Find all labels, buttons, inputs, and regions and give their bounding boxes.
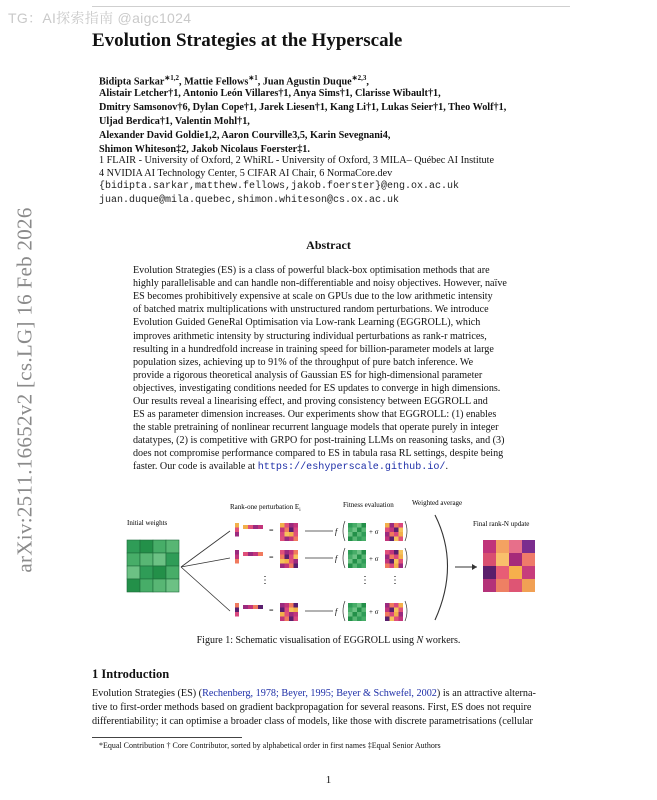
weight-copy-cell: [348, 555, 353, 560]
abstract-line: the stable pretraining of nonlinear recurrent language models that operate purely in integer: [133, 422, 499, 434]
weight-cell: [166, 579, 179, 592]
final-update-cell: [496, 553, 509, 566]
email-line: juan.duque@mila.quebec,shimon.whiteson@cs.ox.ac.uk: [99, 195, 400, 206]
author-name: Bidipta Sarkar: [99, 76, 165, 88]
perturbation-cell: [390, 532, 395, 537]
vector-cell: [243, 605, 248, 609]
abstract-heading: Abstract: [306, 238, 351, 252]
perturbation-cell: [280, 555, 285, 560]
abstract-line: Evolution Strategies (ES) is a class of powerful black-box optimisation methods that are: [133, 265, 490, 276]
weight-copy-cell: [348, 603, 353, 608]
weight-cell: [166, 540, 179, 553]
abstract-line: resulting in a hundredfold increase in training speed for billion-parameter models at large: [133, 343, 494, 355]
perturbation-cell: [385, 537, 390, 542]
label-final-update: Final rank-N update: [473, 520, 530, 528]
perturbation-cell: [394, 608, 399, 613]
final-update-cell: [522, 553, 535, 566]
perturbation-cell: [294, 528, 299, 533]
perturbation-cell: [399, 608, 404, 613]
label-weighted-average: Weighted average: [412, 499, 463, 507]
abstract-line: of batched matrix multiplications with unstructured random perturbations. We introduce: [133, 304, 489, 316]
final-update-cell: [522, 566, 535, 579]
vector-cell: [235, 603, 239, 608]
perturbation-cell: [280, 537, 285, 542]
perturbation-cell: [385, 559, 390, 564]
label-rank-one-text: Rank-one perturbation E: [230, 503, 300, 511]
weight-copy-cell: [357, 532, 362, 537]
equals-sign: =: [269, 553, 274, 562]
perturbation-cell: [294, 612, 299, 617]
vector-cell: [248, 525, 253, 529]
initial-weights-grid: [127, 540, 179, 592]
plus-sigma: + σ: [369, 528, 379, 536]
perturbation-cell: [390, 523, 395, 528]
author-name: ,: [366, 76, 369, 88]
perturbation-cell: [280, 608, 285, 613]
final-update-cell: [483, 553, 496, 566]
weight-copy-cell: [353, 523, 358, 528]
intro-line: differentiability; it can optimise a broader class of models, like those with discrete parametrisations (cellular: [92, 716, 533, 727]
vector-cell: [235, 559, 239, 564]
perturbation-cell: [390, 612, 395, 617]
abstract-line: Evolution Guided GeneRal Optimisation via Low-rank Learning (EGGROLL), which: [133, 317, 481, 329]
weight-cell: [140, 553, 153, 566]
perturbation-cell: [399, 603, 404, 608]
weight-cell: [153, 566, 166, 579]
abstract-line: does not compromise performance compared to ES in tabula rasa RL settings, despite being: [133, 448, 504, 460]
weight-copy-cell: [353, 617, 358, 622]
weight-cell: [166, 553, 179, 566]
perturbation-cell: [399, 564, 404, 569]
final-update-cell: [509, 579, 522, 592]
abstract-line: provide a rigorous theoretical analysis of Gaussian ES for high-dimensional parameter: [133, 369, 483, 381]
final-update-cell: [496, 566, 509, 579]
perturbation-cell: [294, 608, 299, 613]
perturbation-cell: [294, 550, 299, 555]
weight-copy-cell: [348, 537, 353, 542]
vector-cell: [248, 552, 253, 556]
intro-text: ;: [330, 688, 337, 699]
perturbation-cell: [285, 532, 290, 537]
weight-cell: [153, 540, 166, 553]
perturbation-cell: [285, 528, 290, 533]
perturbation-cell: [390, 608, 395, 613]
perturbation-cell: [289, 550, 294, 555]
author-line: [99, 74, 369, 87]
abstract-line: improves arithmetic intensity by structuring individual perturbations as rank-r matrices,: [133, 330, 487, 342]
perturbation-cell: [285, 617, 290, 622]
weight-copy-cell: [362, 532, 367, 537]
perturbation-cell: [285, 612, 290, 617]
perturbation-cell: [289, 532, 294, 537]
perturbation-cell: [390, 603, 395, 608]
code-link[interactable]: https://eshyperscale.github.io/: [257, 462, 446, 473]
final-update-cell: [522, 540, 535, 553]
perturbation-cell: [280, 523, 285, 528]
perturbation-cell: [385, 528, 390, 533]
affiliation-line: 1 FLAIR - University of Oxford, 2 WhiRL - University of Oxford, 3 MILA– Québec AI Institute: [99, 155, 494, 166]
ellipsis: ⋮: [360, 575, 370, 586]
final-update-cell: [509, 566, 522, 579]
perturbation-cell: [399, 523, 404, 528]
perturbation-cell: [394, 603, 399, 608]
vector-cell: [258, 552, 263, 556]
perturbation-cell: [394, 523, 399, 528]
weight-copy-cell: [348, 559, 353, 564]
f-symbol: f: [335, 554, 338, 563]
perturbation-cell: [394, 537, 399, 542]
affiliation-line: 4 NVIDIA AI Technology Center, 5 CIFAR AI Chair, 6 NormaCore.dev: [99, 168, 393, 179]
label-fitness: Fitness evaluation: [343, 501, 394, 509]
perturbation-cell: [294, 523, 299, 528]
perturbation-cell: [280, 603, 285, 608]
branch-arrow: [181, 531, 230, 567]
author-line: Alexander David Goldie1,2, Aaron Courville3,5, Karin Sevegnani4,: [99, 130, 391, 141]
weight-copy-cell: [348, 532, 353, 537]
paren-right: [405, 548, 407, 568]
vector-cell: [235, 612, 239, 617]
weight-copy-cell: [348, 528, 353, 533]
label-rank-one-sub: i: [299, 508, 301, 513]
arrowhead-icon: [472, 564, 477, 570]
perturbation-cell: [399, 537, 404, 542]
email-line: {bidipta.sarkar,matthew.fellows,jakob.foerster}@eng.ox.ac.uk: [99, 181, 460, 192]
perturbation-cell: [394, 555, 399, 560]
perturbation-cell: [285, 555, 290, 560]
perturbation-cell: [394, 612, 399, 617]
weight-copy-cell: [357, 555, 362, 560]
vector-cell: [258, 525, 263, 529]
perturbation-cell: [280, 550, 285, 555]
weight-copy-cell: [348, 612, 353, 617]
weight-copy-cell: [357, 564, 362, 569]
perturbation-cell: [285, 564, 290, 569]
perturbation-cell: [390, 555, 395, 560]
branch-arrow: [181, 567, 230, 611]
perturbation-cell: [294, 532, 299, 537]
weight-copy-cell: [348, 523, 353, 528]
weight-cell: [127, 579, 140, 592]
perturbation-cell: [399, 555, 404, 560]
intro-line: tive to first-order methods based on gradient backpropagation for several reasons. First, ES does not require: [92, 702, 532, 713]
weight-cell: [127, 540, 140, 553]
abstract-line: ES as parameter dimension increases. Our experiments show that EGGROLL: (1) enables: [133, 409, 497, 421]
author-name: , Mattie Fellows: [179, 76, 249, 88]
weight-copy-cell: [357, 523, 362, 528]
perturbation-cell: [399, 528, 404, 533]
perturbation-cell: [399, 532, 404, 537]
perturbation-cell: [294, 559, 299, 564]
weight-copy-cell: [362, 528, 367, 533]
perturbation-cell: [289, 559, 294, 564]
weight-copy-cell: [348, 617, 353, 622]
weight-copy-cell: [357, 550, 362, 555]
author-sup: ∗1: [248, 74, 258, 82]
perturbation-cell: [390, 564, 395, 569]
perturbation-cell: [289, 612, 294, 617]
weight-copy-cell: [357, 603, 362, 608]
paper-title: Evolution Strategies at the Hyperscale: [92, 30, 403, 51]
perturbation-cell: [294, 564, 299, 569]
perturbation-cell: [289, 564, 294, 569]
weight-cell: [127, 566, 140, 579]
vector-cell: [248, 605, 253, 609]
abstract-text: faster. Our code is available at: [133, 461, 258, 472]
weight-copy-cell: [362, 612, 367, 617]
perturbation-cell: [394, 617, 399, 622]
paren-left: [343, 548, 345, 568]
perturbation-cell: [385, 523, 390, 528]
footnotes: *Equal Contribution † Core Contributor, sorted by alphabetical order in first names ‡Equal Senior Authors: [99, 741, 441, 750]
weight-copy-cell: [353, 559, 358, 564]
vector-cell: [235, 523, 239, 528]
branch-arrow: [181, 558, 230, 567]
perturbation-cell: [289, 528, 294, 533]
weight-cell: [153, 579, 166, 592]
weight-copy-cell: [353, 532, 358, 537]
vector-cell: [235, 555, 239, 560]
paren-left: [343, 521, 345, 541]
final-update-cell: [522, 579, 535, 592]
perturbation-rows: [181, 521, 407, 621]
weight-copy-cell: [353, 528, 358, 533]
weight-copy-cell: [362, 555, 367, 560]
final-update-cell: [483, 566, 496, 579]
perturbation-cell: [385, 603, 390, 608]
vector-cell: [253, 525, 258, 529]
vector-cell: [243, 552, 248, 556]
perturbation-cell: [385, 555, 390, 560]
perturbation-cell: [294, 617, 299, 622]
figure-caption: [0, 635, 657, 646]
weight-copy-cell: [357, 612, 362, 617]
equals-sign: =: [269, 606, 274, 615]
final-update-cell: [483, 579, 496, 592]
weight-copy-cell: [353, 550, 358, 555]
final-update-cell: [496, 579, 509, 592]
weight-copy-cell: [357, 537, 362, 542]
vector-cell: [235, 550, 239, 555]
perturbation-cell: [399, 559, 404, 564]
vector-cell: [258, 605, 263, 609]
weight-copy-cell: [353, 612, 358, 617]
weight-copy-cell: [362, 603, 367, 608]
perturbation-cell: [294, 603, 299, 608]
weight-cell: [140, 566, 153, 579]
paren-right: [405, 521, 407, 541]
abstract-line: population sizes, achieving up to 91% of the throughput of pure batch inference. We: [133, 356, 474, 368]
weight-copy-cell: [353, 537, 358, 542]
perturbation-cell: [385, 608, 390, 613]
perturbation-cell: [280, 617, 285, 622]
citation-link[interactable]: Beyer, 1995: [281, 688, 331, 699]
perturbation-cell: [390, 528, 395, 533]
watermark: TG：AI探索指南 @aigc1024: [8, 10, 192, 26]
author-sup: ∗2,3: [351, 74, 367, 82]
perturbation-cell: [280, 559, 285, 564]
perturbation-cell: [285, 537, 290, 542]
perturbation-cell: [399, 550, 404, 555]
perturbation-cell: [280, 612, 285, 617]
abstract-last-line: [133, 461, 448, 473]
perturbation-cell: [294, 555, 299, 560]
perturbation-cell: [280, 532, 285, 537]
abstract-text: .: [445, 461, 449, 472]
intro-text: ;: [276, 688, 282, 699]
perturbation-cell: [385, 617, 390, 622]
weight-copy-cell: [353, 564, 358, 569]
arxiv-identifier-text: arXiv:2511.16652v2 [cs.LG] 16 Feb 2026: [12, 207, 37, 573]
weight-copy-cell: [357, 559, 362, 564]
abstract-line: Our results reveal a linearising effect, and proving consistency between EGGROLL and: [133, 396, 488, 407]
author-line: Dmitry Samsonov†6, Dylan Cope†1, Jarek Liesen†1, Kang Li†1, Lukas Seier†1, Theo Wolf†1,: [99, 102, 507, 113]
intro-line: [92, 688, 536, 699]
author-line: Uljad Berdica†1, Valentin Mohl†1,: [99, 116, 250, 127]
vector-cell: [243, 525, 248, 529]
abstract-line: datatypes, (2) is competitive with GRPO for post-training LLMs on reasoning tasks, and (3): [133, 435, 505, 447]
caption-text: Figure 1: Schematic visualisation of EGGROLL using: [196, 635, 417, 646]
ellipsis: ⋮: [390, 575, 400, 586]
perturbation-cell: [385, 564, 390, 569]
weight-copy-cell: [357, 528, 362, 533]
perturbation-cell: [294, 537, 299, 542]
perturbation-cell: [390, 550, 395, 555]
caption-text: workers.: [423, 635, 461, 646]
perturbation-cell: [390, 537, 395, 542]
plus-sigma: + σ: [369, 608, 379, 616]
abstract-line: highly parallelisable and can handle non-differentiable and noisy objectives. However, naïve: [133, 278, 507, 290]
footnote-rule: [92, 737, 242, 738]
perturbation-cell: [289, 555, 294, 560]
perturbation-cell: [285, 523, 290, 528]
abstract-line: ES becomes prohibitively expensive at scale on GPUs due to the low arithmetic intensity: [133, 291, 493, 303]
perturbation-cell: [285, 608, 290, 613]
final-update-cell: [509, 553, 522, 566]
plus-sigma: + σ: [369, 555, 379, 563]
final-update-cell: [509, 540, 522, 553]
intro-text: Evolution Strategies (ES) (: [92, 688, 203, 699]
perturbation-cell: [289, 523, 294, 528]
weight-copy-cell: [362, 550, 367, 555]
perturbation-cell: [399, 617, 404, 622]
perturbation-cell: [280, 528, 285, 533]
paren-right: [405, 601, 407, 621]
vector-cell: [235, 528, 239, 533]
f-symbol: f: [335, 607, 338, 616]
label-rank-one: [230, 503, 301, 513]
perturbation-cell: [289, 603, 294, 608]
paren-left: [343, 601, 345, 621]
perturbation-cell: [394, 532, 399, 537]
equals-sign: =: [269, 526, 274, 535]
final-update-cell: [496, 540, 509, 553]
weight-cell: [127, 553, 140, 566]
perturbation-cell: [285, 603, 290, 608]
weight-copy-cell: [357, 608, 362, 613]
perturbation-cell: [394, 559, 399, 564]
perturbation-cell: [385, 550, 390, 555]
weight-copy-cell: [353, 603, 358, 608]
label-initial-weights: Initial weights: [127, 519, 168, 527]
arxiv-identifier: [10, 200, 40, 580]
weight-copy-cell: [362, 537, 367, 542]
weight-copy-cell: [362, 617, 367, 622]
perturbation-cell: [289, 608, 294, 613]
weighted-average-brace: [435, 515, 448, 620]
weight-copy-cell: [362, 559, 367, 564]
perturbation-cell: [280, 564, 285, 569]
weight-cell: [166, 566, 179, 579]
weight-cell: [140, 579, 153, 592]
f-symbol: f: [335, 527, 338, 536]
weight-copy-cell: [348, 550, 353, 555]
section-heading: 1 Introduction: [92, 667, 170, 681]
weight-copy-cell: [362, 564, 367, 569]
weight-copy-cell: [362, 608, 367, 613]
perturbation-cell: [385, 532, 390, 537]
vector-cell: [253, 552, 258, 556]
weight-copy-cell: [348, 608, 353, 613]
intro-text: ) is an attractive alterna-: [436, 688, 536, 699]
ellipsis: ⋮: [260, 575, 270, 586]
perturbation-cell: [390, 559, 395, 564]
perturbation-cell: [289, 537, 294, 542]
top-rule: [92, 6, 570, 7]
perturbation-cell: [390, 617, 395, 622]
author-line: Alistair Letcher†1, Antonio León Villares†1, Anya Sims†1, Clarisse Wibault†1,: [99, 88, 441, 99]
perturbation-cell: [394, 550, 399, 555]
perturbation-cell: [394, 564, 399, 569]
author-line: Shimon Whiteson‡2, Jakob Nicolaus Foerster‡1.: [99, 144, 310, 155]
caption-var: N: [416, 635, 424, 646]
weight-copy-cell: [353, 608, 358, 613]
author-name: , Juan Agustin Duque: [257, 76, 352, 88]
final-update-cell: [483, 540, 496, 553]
final-update-grid: [483, 540, 535, 592]
perturbation-cell: [289, 617, 294, 622]
weight-copy-cell: [357, 617, 362, 622]
weight-cell: [140, 540, 153, 553]
perturbation-cell: [285, 559, 290, 564]
page-number: 1: [325, 774, 332, 786]
perturbation-cell: [399, 612, 404, 617]
weight-copy-cell: [348, 564, 353, 569]
eggroll-figure: [115, 495, 545, 630]
weight-cell: [153, 553, 166, 566]
vector-cell: [235, 532, 239, 537]
vector-cell: [253, 605, 258, 609]
perturbation-cell: [285, 550, 290, 555]
citation-link[interactable]: Beyer & Schwefel, 2002: [336, 688, 437, 699]
vector-cell: [235, 608, 239, 613]
perturbation-cell: [394, 528, 399, 533]
abstract-line: objectives, investigating conditions needed for ES updates to converge in high dimensions.: [133, 382, 501, 394]
weight-copy-cell: [362, 523, 367, 528]
author-sup: ∗1,2: [164, 74, 180, 82]
perturbation-cell: [385, 612, 390, 617]
weight-copy-cell: [353, 555, 358, 560]
citation-link[interactable]: Rechenberg, 1978: [202, 688, 277, 699]
